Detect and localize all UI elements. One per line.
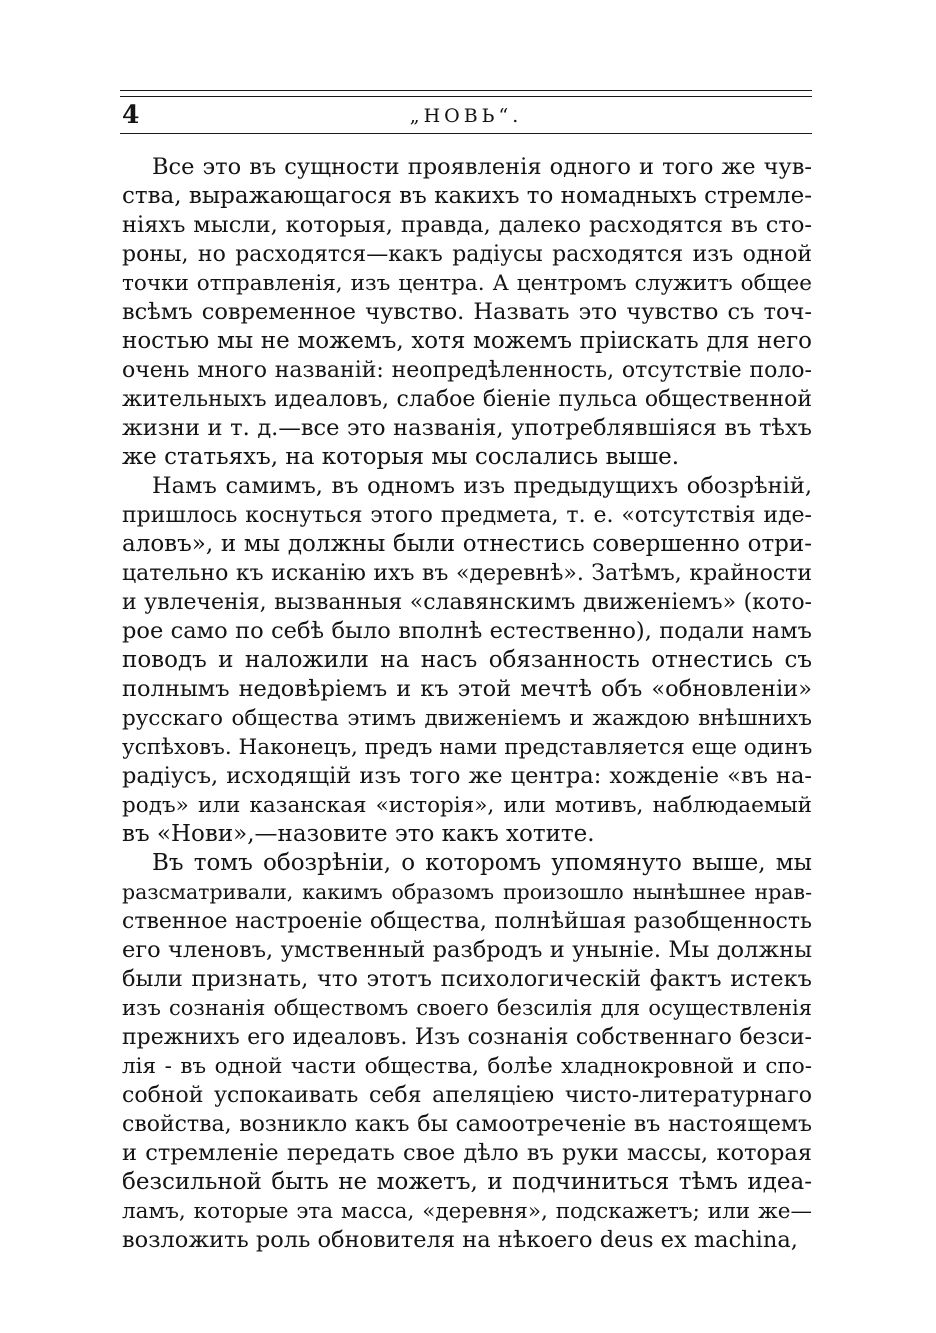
text-line: ламъ, которые эта масса, «деревня», подскажетъ; или же— xyxy=(122,1199,812,1224)
text-line: прежнихъ его идеаловъ. Изъ сознанія собственнаго безси- xyxy=(122,1025,812,1050)
text-line: рое само по себѣ было вполнѣ естественно), подали намъ xyxy=(122,618,812,644)
text-line: Все это въ сущности проявленія одного и того же чув- xyxy=(152,154,812,180)
text-line: пришлось коснуться этого предмета, т. е. «отсутствія иде- xyxy=(122,503,812,528)
text-line: цательно къ исканію ихъ въ «деревнѣ». Затѣмъ, крайности xyxy=(122,561,812,586)
text-line: въ «Нови»,—назовите это какъ хотите. xyxy=(122,821,595,847)
text-line: точки отправленія, изъ центра. А центромъ служитъ общее xyxy=(122,271,812,296)
text-line: русскаго общества этимъ движеніемъ и жаждою внѣшнихъ xyxy=(122,706,812,731)
running-head xyxy=(120,100,812,132)
text-line: ніяхъ мысли, которыя, правда, далеко расходятся въ сто- xyxy=(122,212,812,238)
text-line: Намъ самимъ, въ одномъ изъ предыдущихъ обозрѣній, xyxy=(152,473,812,499)
paragraph xyxy=(122,849,812,1255)
text-line: поводъ и наложили на насъ обязанность отнестись съ xyxy=(122,647,812,673)
text-line: и стремленіе передать свое дѣло въ руки массы, которая xyxy=(122,1140,812,1166)
journal-title: „НОВЬ“. xyxy=(409,105,523,127)
text-line: жительныхъ идеаловъ, слабое біеніе пульса общественной xyxy=(122,387,812,412)
header-rule xyxy=(120,133,812,134)
text-line: ностью мы не можемъ, хотя можемъ пріискать для него xyxy=(122,328,812,354)
text-line: собной успокаивать себя апеляціею чисто-литературнаго xyxy=(122,1083,812,1108)
text-line: полнымъ недовѣріемъ и къ этой мечтѣ объ «обновленіи» xyxy=(122,676,812,702)
text-line: безсильной быть не можетъ, и подчиниться тѣмъ идеа- xyxy=(122,1169,812,1195)
text-line: возложить роль обновителя на нѣкоего deus ex machina, xyxy=(122,1227,798,1253)
paragraph xyxy=(122,153,812,472)
text-line: и увлеченія, вызванныя «славянскимъ движеніемъ» (кото- xyxy=(122,590,812,615)
text-line: жизни и т. д.—все это названія, употреблявшіяся въ тѣхъ xyxy=(122,415,812,441)
text-line: успѣховъ. Наконецъ, предъ нами представляется еще одинъ xyxy=(122,735,813,760)
page-number: 4 xyxy=(122,100,140,129)
text-line: же статьяхъ, на которыя мы сослались выше. xyxy=(122,444,680,470)
text-line: лія - въ одной части общества, болѣе хладнокровной и спо- xyxy=(122,1054,812,1079)
text-line: очень много названій: неопредѣленность, отсутствіе поло- xyxy=(122,358,812,383)
text-line: ства, выражающагося въ какихъ то номадныхъ стремле- xyxy=(122,183,812,209)
text-line: радіусъ, исходящій изъ того же центра: хожденіе «въ на- xyxy=(122,763,812,789)
text-line: всѣмъ современное чувство. Назвать это чувство съ точ- xyxy=(122,299,812,325)
text-line: его членовъ, умственный разбродъ и уныніе. Мы должны xyxy=(122,937,812,963)
body-text xyxy=(122,153,812,1255)
header-double-rule xyxy=(120,90,812,97)
text-line: ственное настроеніе общества, полнѣйшая разобщенность xyxy=(122,909,812,934)
text-line: аловъ», и мы должны были отнестись совершенно отри- xyxy=(122,531,812,557)
paragraph xyxy=(122,472,812,849)
text-line: свойства, возникло какъ бы самоотреченіе въ настоящемъ xyxy=(122,1112,812,1137)
text-line: роны, но расходятся—какъ радіусы расходятся изъ одной xyxy=(122,242,812,267)
text-line: Въ томъ обозрѣніи, о которомъ упомянуто выше, мы xyxy=(152,850,812,876)
text-line: разсматривали, какимъ образомъ произошло нынѣшнее нрав- xyxy=(122,880,812,904)
text-line: изъ сознанія обществомъ своего безсилія для осуществленія xyxy=(122,996,812,1020)
text-line: родъ» или казанская «исторія», или мотивъ, наблюдаемый xyxy=(122,793,812,818)
text-line: были признать, что этотъ психологическій фактъ истекъ xyxy=(122,966,812,992)
